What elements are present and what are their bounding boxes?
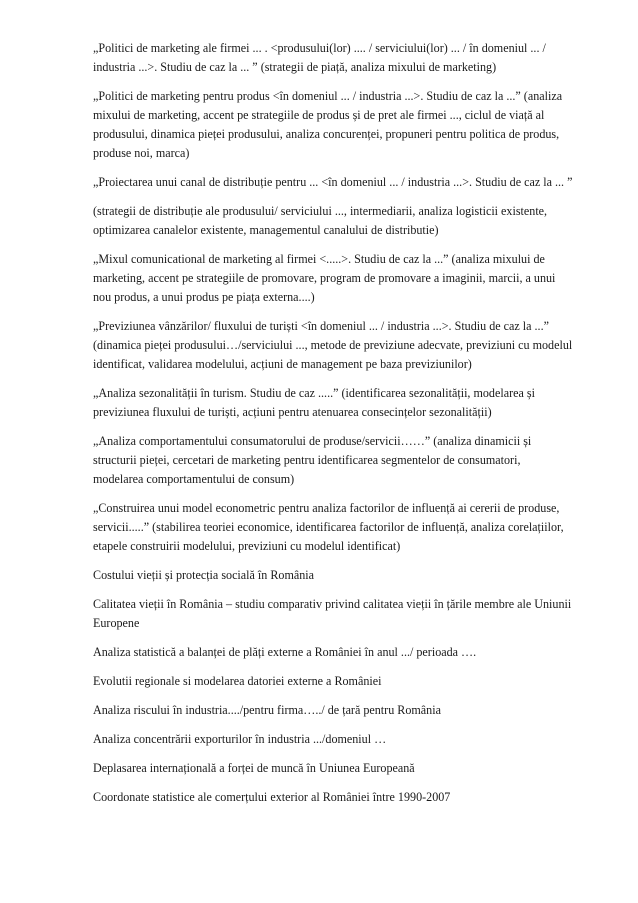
document-page [93, 39, 573, 817]
topic-paragraph-cost-of-living: Costului vieții și protecția socială în România [93, 568, 315, 582]
topic-paragraph-marketing-policies: „Politici de marketing ale firmei ... . <produsului(lor) .... / serviciului(lor) ... / în domeniul ... / industria ...>. Studiu de caz la ... ” (strategii de piață, analiza mixului de marketing) [93, 41, 546, 74]
topic-paragraph-communication-mix: „Mixul comunicational de marketing al firmei <.....>. Studiu de caz la ...” (analiza mixului de marketing, accent pe strategiile de promovare, program de promovare a imaginii, marcii, a unui nou produs, a unui produs pe piața externa....) [93, 252, 556, 304]
topic-paragraph-tourism-seasonality: „Analiza sezonalității în turism. Studiu de caz .....” (identificarea sezonalității, modelarea și previziunea fluxului de turiști, acțiuni pentru atenuarea consecințelor sezonalității) [93, 386, 535, 419]
topic-paragraph-risk-analysis: Analiza riscului în industria..../pentru firma…../ de țară pentru România [93, 703, 441, 717]
topic-paragraph-sales-forecast: „Previziunea vânzărilor/ fluxului de turiști <în domeniul ... / industria ...>. Studiu de caz la ...” (dinamica pieței produsului…/serviciului ..., metode de previziune adecvate, previziuni cu modelul identificat, validarea modelului, acțiuni de management pe baza previziunilor) [93, 319, 573, 371]
topic-paragraph-distribution-details: (strategii de distribuție ale produsului/ serviciului ..., intermediarii, analiza logisticii existente, optimizarea canalelor existente, managementul canalului de distributie) [93, 204, 548, 237]
topic-paragraph-export-concentration: Analiza concentrării exporturilor în industria .../domeniul … [93, 732, 387, 746]
topic-paragraph-econometric-model: „Construirea unui model econometric pentru analiza factorilor de influență ai cererii de produse, servicii.....” (stabilirea teoriei economice, identificarea factorilor de influență, analiza corelațiilor, etapele construirii modelului, previziuni cu modelul identificat) [93, 501, 564, 553]
topic-paragraph-distribution-channel: „Proiectarea unui canal de distribuție pentru ... <în domeniul ... / industria ...>. Studiu de caz la ... ” [93, 175, 573, 189]
topic-paragraph-foreign-trade: Coordonate statistice ale comerțului exterior al României între 1990-2007 [93, 790, 451, 804]
topic-paragraph-balance-of-payments: Analiza statistică a balanței de plăți externe a României în anul .../ perioada …. [93, 645, 477, 659]
topic-paragraph-product-policies: „Politici de marketing pentru produs <în domeniul ... / industria ...>. Studiu de caz la ...” (analiza mixului de marketing, accent pe strategiile de produs și de pret ale firmei ..., ciclul de viață al produsului, dinamica pieței produsului, analiza concurenței, propuneri pentru politica de produs, produse noi, marca) [93, 89, 563, 160]
topic-paragraph-quality-of-life: Calitatea vieții în România – studiu comparativ privind calitatea vieții în țările membre ale Uniunii Europene [93, 597, 572, 630]
topic-paragraph-labor-mobility: Deplasarea internațională a forței de muncă în Uniunea Europeană [93, 761, 415, 775]
topic-paragraph-consumer-behavior: „Analiza comportamentului consumatorului de produse/servicii……” (analiza dinamicii și structurii pieței, cercetari de marketing pentru identificarea segmentelor de consumatori, modelarea comportamentului de consum) [93, 434, 532, 486]
topic-paragraph-external-debt: Evolutii regionale si modelarea datoriei externe a României [93, 674, 382, 688]
